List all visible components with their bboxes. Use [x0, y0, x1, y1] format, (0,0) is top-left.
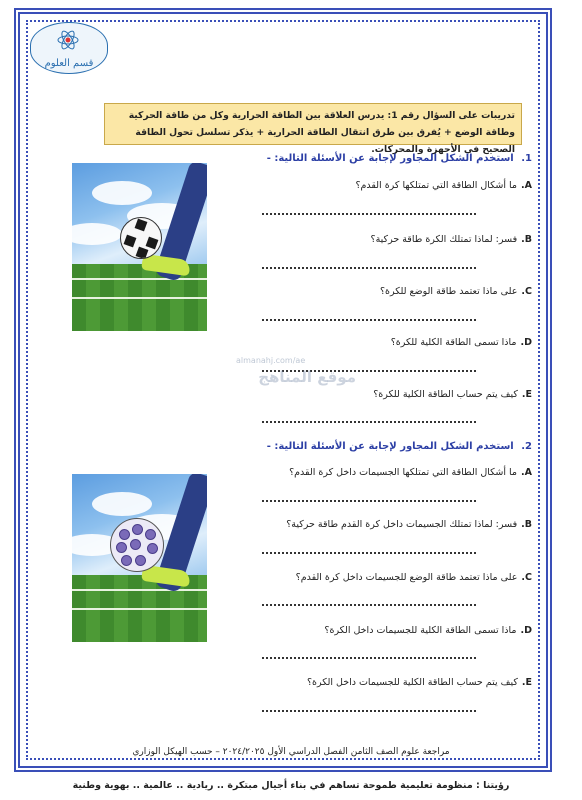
answer-line[interactable]: [262, 500, 476, 502]
answer-line[interactable]: [262, 657, 476, 659]
question-text: كيف يتم حساب الطاقة الكلية للجسيمات داخل الكرة؟: [306, 677, 518, 688]
question-text: كيف يتم حساب الطاقة الكلية للكرة؟: [373, 389, 518, 400]
particle: [132, 524, 143, 535]
intro-box: تدريبات على السؤال رقم 1: يدرس العلاقة بين الطاقة الحرارية وكل من طاقة الحركية وطاقة الوضع + يُفرق بين طرق انتقال الطاقة الحرارية + يذكر تسلسل تحول الطاقة الصحيح في الأجهزة والمحركات.: [104, 103, 522, 145]
vision-statement: رؤيتنا : منظومة تعليمية طموحة تساهم في بناء أجيال مبتكرة .. ريادية .. عالمية .. بهوية وطنية: [72, 780, 510, 791]
particle: [116, 542, 127, 553]
question-text: على ماذا تعتمد طاقة الوضع للجسيمات داخل كرة القدم؟: [295, 572, 518, 583]
question-text: على ماذا تعتمد طاقة الوضع للكرة؟: [379, 286, 518, 297]
question-letter: C.: [521, 286, 532, 297]
ball-patch: [146, 237, 159, 250]
s2-question-a: [282, 467, 532, 478]
question-letter: B.: [521, 519, 532, 530]
answer-line[interactable]: [262, 267, 476, 269]
pitch-line: [72, 297, 207, 299]
answer-line[interactable]: [262, 604, 476, 606]
answer-line[interactable]: [262, 213, 476, 215]
question-text: ماذا تسمى الطاقة الكلية للجسيمات داخل الكرة؟: [324, 625, 517, 636]
answer-line[interactable]: [262, 552, 476, 554]
question-letter: D.: [520, 625, 532, 636]
s1-question-c: [282, 286, 532, 297]
particle: [147, 543, 158, 554]
particle: [135, 555, 146, 566]
particle: [130, 539, 141, 550]
answer-line[interactable]: [262, 319, 476, 321]
s1-question-e: [282, 389, 532, 400]
watermark-url: almanahj.com/ae: [236, 356, 306, 365]
cloud: [92, 492, 152, 516]
question-text: ما أشكال الطاقة التي تمتلكها كرة القدم؟: [355, 180, 518, 191]
question-letter: A.: [521, 180, 532, 191]
question-letter: E.: [521, 389, 532, 400]
s2-question-e: [282, 677, 532, 688]
football: [120, 217, 162, 259]
s1-question-d: [282, 337, 532, 348]
cloud: [92, 181, 152, 205]
watermark-text: موقع المناهج: [258, 368, 356, 386]
question-text: فسر: لماذا تمتلك الجسيمات داخل كرة القدم طاقة حركية؟: [286, 519, 518, 530]
section1-title: [267, 153, 532, 164]
section2-number: 2.: [521, 441, 532, 452]
particle: [121, 555, 132, 566]
ball-patch: [136, 247, 149, 259]
s2-question-b: [282, 519, 532, 530]
answer-line[interactable]: [262, 710, 476, 712]
s2-question-c: [282, 572, 532, 583]
question-letter: D.: [520, 337, 532, 348]
question-letter: E.: [521, 677, 532, 688]
science-department-logo: [30, 22, 108, 74]
question-text: فسر: لماذا تمتلك الكرة طاقة حركية؟: [370, 234, 518, 245]
ball-patch: [124, 235, 137, 248]
section2-title: [267, 441, 532, 452]
page-footer: مراجعة علوم الصف الثامن الفصل الدراسي الأول ٢٠٢٤/٢٠٢٥ – حسب الهيكل الوزاري: [132, 747, 450, 757]
section1-title-text: استخدم الشكل المجاور لإجابة عن الأسئلة التالية: -: [266, 153, 514, 164]
particle-ball: [110, 518, 164, 572]
section2-title-text: استخدم الشكل المجاور لإجابة عن الأسئلة التالية: -: [266, 441, 514, 452]
question-letter: A.: [521, 467, 532, 478]
section1-number: 1.: [521, 153, 532, 164]
s2-question-d: [282, 625, 532, 636]
football-photo: [72, 163, 207, 331]
particle: [145, 529, 156, 540]
question-text: ما أشكال الطاقة التي تمتلكها الجسيمات داخل كرة القدم؟: [289, 467, 518, 478]
logo-text: قسم العلوم: [44, 58, 94, 69]
atom-icon: [57, 29, 79, 51]
s1-question-b: [282, 234, 532, 245]
question-letter: B.: [521, 234, 532, 245]
pitch-line: [72, 278, 207, 280]
s1-question-a: [282, 180, 532, 191]
football-particles-photo: [72, 474, 207, 642]
pitch-line: [72, 608, 207, 610]
question-letter: C.: [521, 572, 532, 583]
ball-patch: [135, 219, 148, 232]
question-text: ماذا تسمى الطاقة الكلية للكرة؟: [390, 337, 517, 348]
pitch-line: [72, 589, 207, 591]
particle: [119, 529, 130, 540]
answer-line[interactable]: [262, 421, 476, 423]
